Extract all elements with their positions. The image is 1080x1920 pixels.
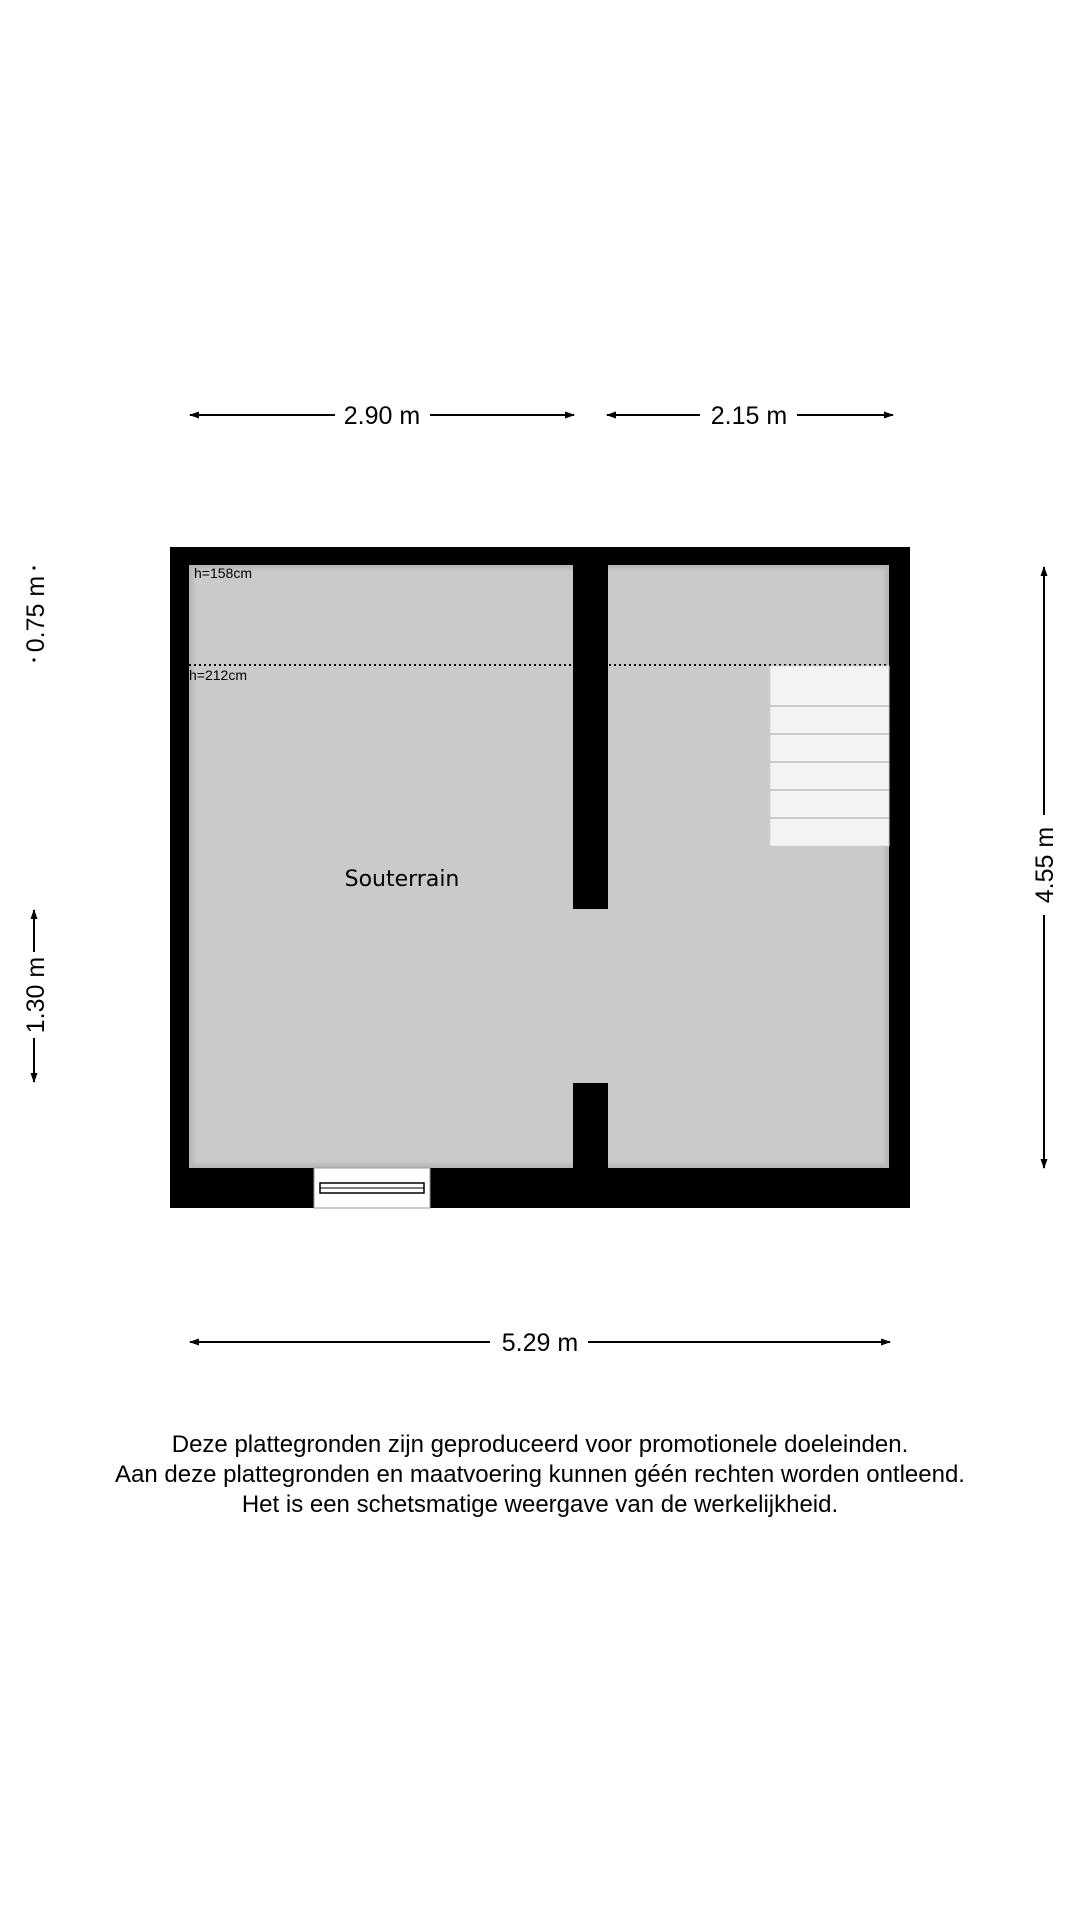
dimension-left-upper [22, 566, 50, 661]
dimension-left-lower-label: 1.30 m [22, 956, 50, 1034]
dimension-left-lower [22, 910, 50, 1082]
stairs [770, 666, 889, 846]
dimension-top-left-label: 2.90 m [343, 402, 421, 430]
disclaimer-line-1: Deze plattegronden zijn geproduceerd voor promotionele doeleinden. [171, 1431, 909, 1458]
dimension-right [1031, 567, 1059, 1168]
partition-wall-lower [573, 1083, 608, 1170]
disclaimer [0, 1430, 1080, 1520]
dimension-top-right-label: 2.15 m [710, 402, 788, 430]
room-label-souterrain: Souterrain [344, 867, 460, 892]
disclaimer-line-3: Het is een schetsmatige weergave van de werkelijkheid. [241, 1491, 839, 1518]
dimension-top-left [190, 402, 574, 430]
dimension-bottom [190, 1329, 890, 1357]
height-label-upper: h=158cm [194, 565, 252, 581]
dimension-top-right [607, 402, 893, 430]
floor [189, 565, 889, 1168]
dimension-right-label: 4.55 m [1031, 826, 1059, 904]
partition-wall-upper [573, 563, 608, 909]
window [314, 1168, 430, 1208]
dimension-bottom-label: 5.29 m [501, 1329, 579, 1357]
dimension-left-upper-label: 0.75 m [22, 575, 50, 653]
height-label-lower: h=212cm [189, 667, 247, 683]
disclaimer-line-2: Aan deze plattegronden en maatvoering kunnen géén rechten worden ontleend. [115, 1461, 965, 1488]
